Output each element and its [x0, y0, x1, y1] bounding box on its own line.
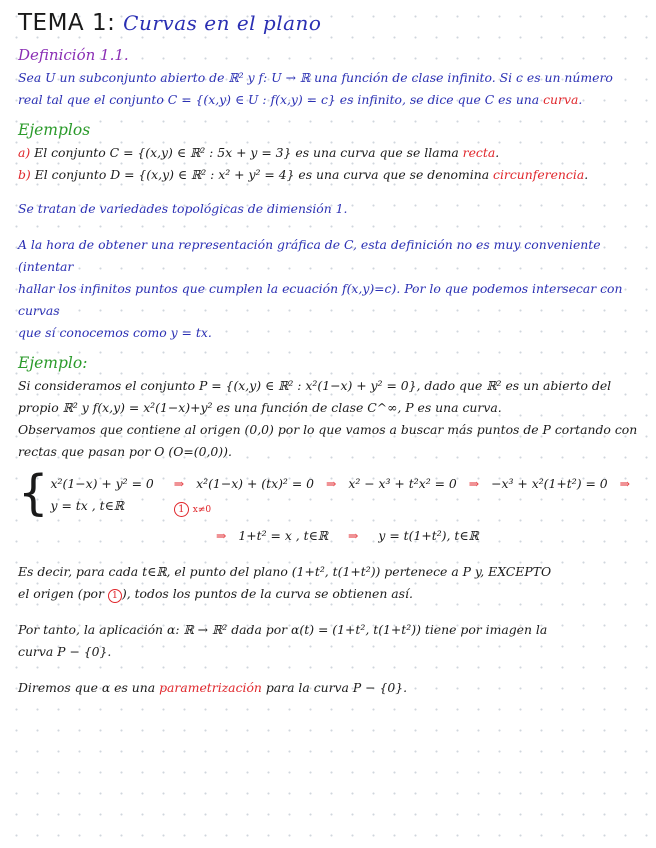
- derivation-chain: [166, 471, 638, 521]
- es-decir-line: Es decir, para cada t∈ℝ, el punto del plano (1+t², t(1+t²)) pertenece a P y, EXCEPTO: [18, 564, 552, 579]
- ejemplos-heading: Ejemplos: [18, 121, 91, 139]
- por-tanto-line: curva P − {0}.: [18, 644, 112, 659]
- ejemplo-line: rectas que pasan por O (O=(0,0)).: [18, 444, 232, 459]
- example-a-end: .: [495, 145, 500, 160]
- page-title: [18, 10, 646, 36]
- definition-text: real tal que el conjunto C = {(x,y) ∈ U : f(x,y) = c} es infinito, se dice que C es una: [18, 92, 544, 107]
- variedades-note: Se tratan de variedades topológicas de dimensión 1.: [18, 201, 348, 216]
- note-number-circle: 1: [174, 502, 189, 517]
- es-decir-text-b: ), todos los puntos de la curva se obtienen así.: [121, 586, 413, 601]
- title-label: TEMA 1:: [18, 10, 116, 36]
- hora-line: que sí conocemos como y = tx.: [18, 325, 212, 340]
- system-equation-1: x²(1−x) + y² = 0: [50, 476, 154, 491]
- example-b-end: .: [584, 167, 589, 182]
- note-condition: x≠0: [192, 505, 212, 515]
- implies-arrow: ⇒: [325, 476, 337, 491]
- circunferencia-term: circunferencia: [493, 167, 585, 182]
- example-b: [18, 164, 646, 186]
- derivation-step-5: y = t(1+t²), t∈ℝ: [378, 528, 479, 543]
- es-decir-text-a: el origen (por: [18, 586, 108, 601]
- por-tanto-block: [18, 619, 646, 663]
- implies-arrow: ⇒: [173, 476, 185, 491]
- example-a: [18, 142, 646, 164]
- definition-line: Sea U un subconjunto abierto de ℝ² y f: U → ℝ una función de clase infinito. Si c es un número: [18, 70, 613, 85]
- es-decir-line: [18, 583, 646, 605]
- derivation-step-3: −x³ + x²(1+t²) = 0: [491, 476, 608, 491]
- example-a-label: a): [18, 145, 31, 160]
- definition-block: [18, 67, 646, 111]
- example-b-label: b): [18, 167, 31, 182]
- ejemplo-block: [18, 375, 646, 463]
- implies-arrow: ⇒: [216, 528, 227, 543]
- equation-system: [18, 465, 646, 521]
- example-a-text: El conjunto C = {(x,y) ∈ ℝ² : 5x + y = 3} es una curva que se llama: [30, 145, 463, 160]
- title-subtitle: Curvas en el plano: [123, 11, 322, 35]
- diremos-line: [18, 677, 646, 699]
- derivation-step-2: x² − x³ + t²x² = 0: [348, 476, 457, 491]
- note-reference-circle: 1: [108, 589, 122, 603]
- parametrizacion-term: parametrización: [159, 680, 262, 695]
- definition-line: [18, 89, 646, 111]
- ejemplos-block: [18, 142, 646, 186]
- definition-period: .: [578, 92, 583, 107]
- es-decir-block: [18, 561, 646, 605]
- hora-line: A la hora de obtener una representación gráfica de C, esta definición no es muy conveniente (intentar: [18, 237, 601, 274]
- diremos-text-a: Diremos que α es una: [18, 680, 160, 695]
- ejemplo-heading: Ejemplo:: [18, 354, 88, 372]
- example-b-text: El conjunto D = {(x,y) ∈ ℝ² : x² + y² = 4} es una curva que se denomina: [30, 167, 494, 182]
- system-lines: [51, 471, 154, 517]
- derivation-step-1: x²(1−x) + (tx)² = 0: [196, 476, 315, 491]
- hora-block: [18, 234, 646, 344]
- notes-page: [18, 10, 646, 699]
- implies-arrow: ⇒: [468, 476, 480, 491]
- system-equation-2: y = tx , t∈ℝ: [50, 498, 125, 513]
- recta-term: recta: [462, 145, 496, 160]
- hora-line: hallar los infinitos puntos que cumplen la ecuación f(x,y)=c). Por lo que podemos intersecar con curvas: [18, 281, 623, 318]
- ejemplo-line: Si consideramos el conjunto P = {(x,y) ∈ ℝ² : x²(1−x) + y² = 0}, dado que ℝ² es un abierto del: [18, 378, 612, 393]
- derivation-result: [208, 525, 646, 547]
- por-tanto-line: Por tanto, la aplicación α: ℝ → ℝ² dada por α(t) = (1+t², t(1+t²)) tiene por imagen la: [18, 622, 548, 637]
- derivation-step-4: 1+t² = x , t∈ℝ: [238, 528, 329, 543]
- diremos-text-b: para la curva P − {0}.: [261, 680, 408, 695]
- system-brace: {: [18, 465, 49, 521]
- implies-arrow: ⇒: [619, 476, 631, 491]
- curva-term: curva: [543, 92, 579, 107]
- ejemplo-line: propio ℝ² y f(x,y) = x²(1−x)+y² es una función de clase C^∞, P es una curva.: [18, 400, 502, 415]
- ejemplo-line: Observamos que contiene al origen (0,0) por lo que vamos a buscar más puntos de P cortando con: [18, 422, 638, 437]
- definition-heading: Definición 1.1.: [18, 46, 129, 64]
- implies-arrow: ⇒: [348, 528, 359, 543]
- note-row: [174, 497, 638, 521]
